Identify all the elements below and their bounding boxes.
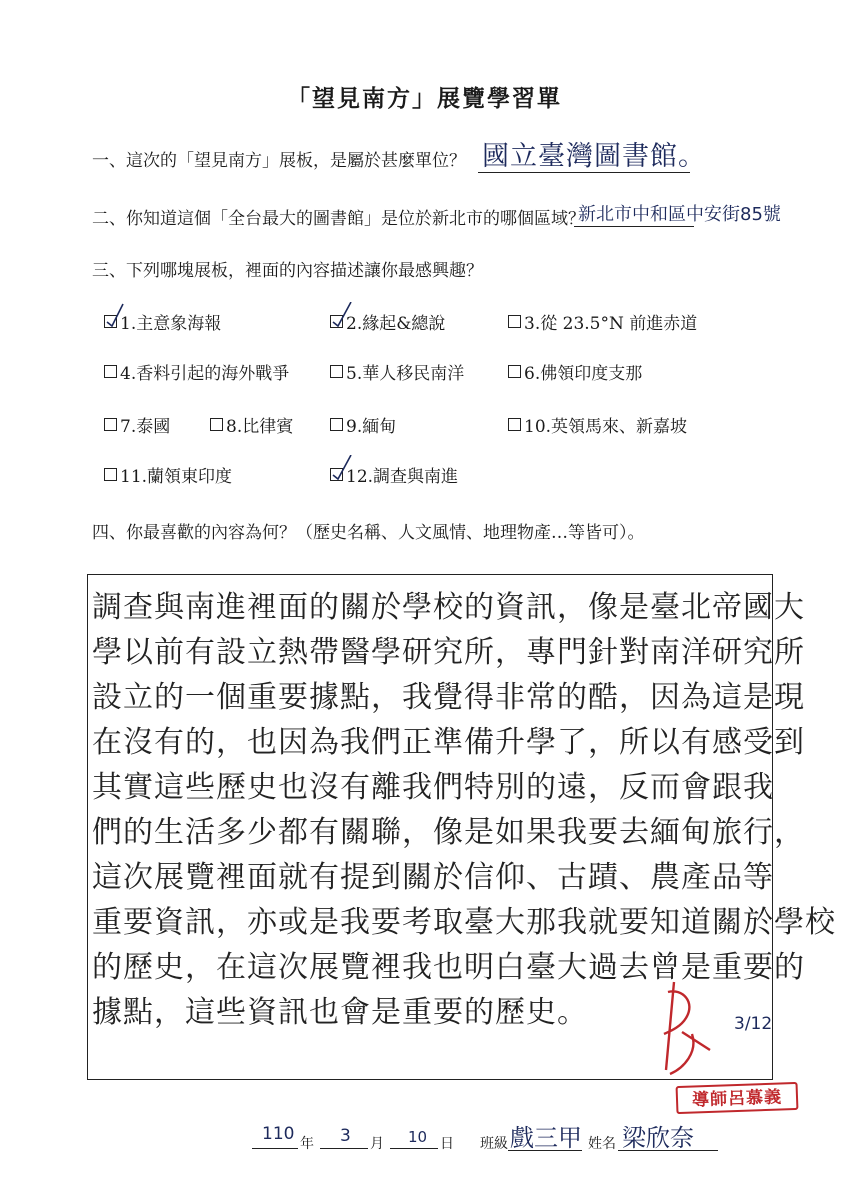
- essay-line: 設立的一個重要據點，我覺得非常的酷，因為這是現: [92, 680, 805, 715]
- name-label: 姓名: [588, 1136, 616, 1152]
- option-label: 10.英領馬來、新嘉坡: [524, 417, 688, 437]
- essay-line: 們的生活多少都有關聯，像是如果我要去緬甸旅行，: [92, 815, 805, 850]
- option-label: 11.蘭領東印度: [120, 467, 233, 487]
- essay-line: 這次展覽裡面就有提到關於信仰、古蹟、農產品等: [92, 860, 774, 895]
- month-label: 月: [370, 1136, 384, 1152]
- class-value[interactable]: 戲三甲: [510, 1124, 582, 1152]
- option-label: 8.比律賓: [226, 417, 294, 437]
- option-2[interactable]: [330, 309, 445, 334]
- option-label: 2.緣起&總說: [346, 314, 446, 334]
- day-label: 日: [440, 1136, 454, 1152]
- option-4[interactable]: [104, 359, 289, 384]
- option-5[interactable]: [330, 359, 464, 384]
- option-7[interactable]: [104, 412, 170, 437]
- option-6[interactable]: [508, 359, 642, 384]
- footer-year[interactable]: 110: [262, 1124, 295, 1144]
- option-10[interactable]: [508, 412, 687, 437]
- option-3[interactable]: [508, 309, 697, 334]
- checkbox-icon[interactable]: [330, 365, 343, 378]
- option-label: 5.華人移民南洋: [346, 364, 465, 384]
- option-9[interactable]: [330, 412, 396, 437]
- option-11[interactable]: [104, 462, 232, 487]
- checkbox-icon[interactable]: [508, 365, 521, 378]
- essay-line: 調查與南進裡面的關於學校的資訊，像是臺北帝國大: [92, 590, 805, 625]
- option-label: 4.香料引起的海外戰爭: [120, 364, 290, 384]
- option-12[interactable]: [330, 462, 458, 487]
- question-1-answer[interactable]: 國立臺灣圖書館。: [482, 141, 706, 172]
- option-label: 12.調查與南進: [346, 467, 459, 487]
- question-4-prompt: 四、你最喜歡的內容為何？（歷史名稱、人文風情、地理物產…等皆可）。: [92, 523, 645, 543]
- footer-day[interactable]: 10: [408, 1128, 428, 1146]
- essay-line: 其實這些歷史也沒有離我們特別的遠，反而會跟我: [92, 770, 774, 805]
- class-label: 班級: [480, 1136, 508, 1152]
- checkbox-icon[interactable]: [104, 418, 117, 431]
- checkbox-icon[interactable]: [210, 418, 223, 431]
- option-8[interactable]: [210, 412, 293, 437]
- teacher-seal: 導師呂慕義: [676, 1082, 799, 1114]
- option-label: 9.緬甸: [346, 417, 397, 437]
- option-label: 3.從 23.5°N 前進赤道: [524, 314, 698, 334]
- name-value[interactable]: 梁欣奈: [622, 1124, 694, 1152]
- checkbox-icon[interactable]: [104, 315, 117, 328]
- checkbox-icon[interactable]: [104, 365, 117, 378]
- essay-line: 重要資訊，亦或是我要考取臺大那我就要知道關於學校: [92, 905, 836, 940]
- answer-2-underline: [574, 226, 694, 227]
- option-1[interactable]: [104, 309, 221, 334]
- answer-1-underline: [478, 172, 690, 173]
- question-1-prompt: 一、這次的「望見南方」展板，是屬於甚麼單位？: [92, 151, 466, 171]
- day-underline: [390, 1148, 438, 1149]
- checkbox-icon[interactable]: [330, 418, 343, 431]
- checkbox-icon[interactable]: [508, 418, 521, 431]
- checkmark-icon: [329, 455, 353, 483]
- worksheet-title: 「望見南方」展覽學習單: [287, 85, 562, 112]
- year-label: 年: [300, 1136, 314, 1152]
- option-label: 6.佛領印度支那: [524, 364, 643, 384]
- checkbox-icon[interactable]: [104, 468, 117, 481]
- essay-line: 的歷史，在這次展覽裡我也明白臺大過去曾是重要的: [92, 950, 805, 985]
- checkbox-icon[interactable]: [330, 315, 343, 328]
- checkmark-icon: [103, 302, 127, 330]
- option-label: 7.泰國: [120, 417, 171, 437]
- footer-month[interactable]: 3: [340, 1126, 351, 1146]
- option-label: 1.主意象海報: [120, 314, 222, 334]
- month-underline: [320, 1148, 368, 1149]
- essay-line: 據點，這些資訊也會是重要的歷史。: [92, 995, 588, 1030]
- class-underline: [508, 1150, 582, 1151]
- question-3-prompt: 三、下列哪塊展板，裡面的內容描述讓你最感興趣？: [92, 261, 483, 281]
- question-2-prompt: 二、你知道這個「全台最大的圖書館」是位於新北市的哪個區域？: [92, 209, 585, 229]
- year-underline: [252, 1148, 298, 1149]
- checkbox-icon[interactable]: [330, 468, 343, 481]
- essay-line: 學以前有設立熱帶醫學研究所，專門針對南洋研究所: [92, 635, 805, 670]
- teacher-date-note: 3/12: [734, 1014, 773, 1034]
- checkmark-icon: [329, 302, 353, 330]
- essay-line: 在沒有的，也因為我們正準備升學了，所以有感受到: [92, 725, 805, 760]
- name-underline: [618, 1150, 718, 1151]
- question-2-answer[interactable]: 新北市中和區中安街85號: [578, 204, 781, 225]
- checkbox-icon[interactable]: [508, 315, 521, 328]
